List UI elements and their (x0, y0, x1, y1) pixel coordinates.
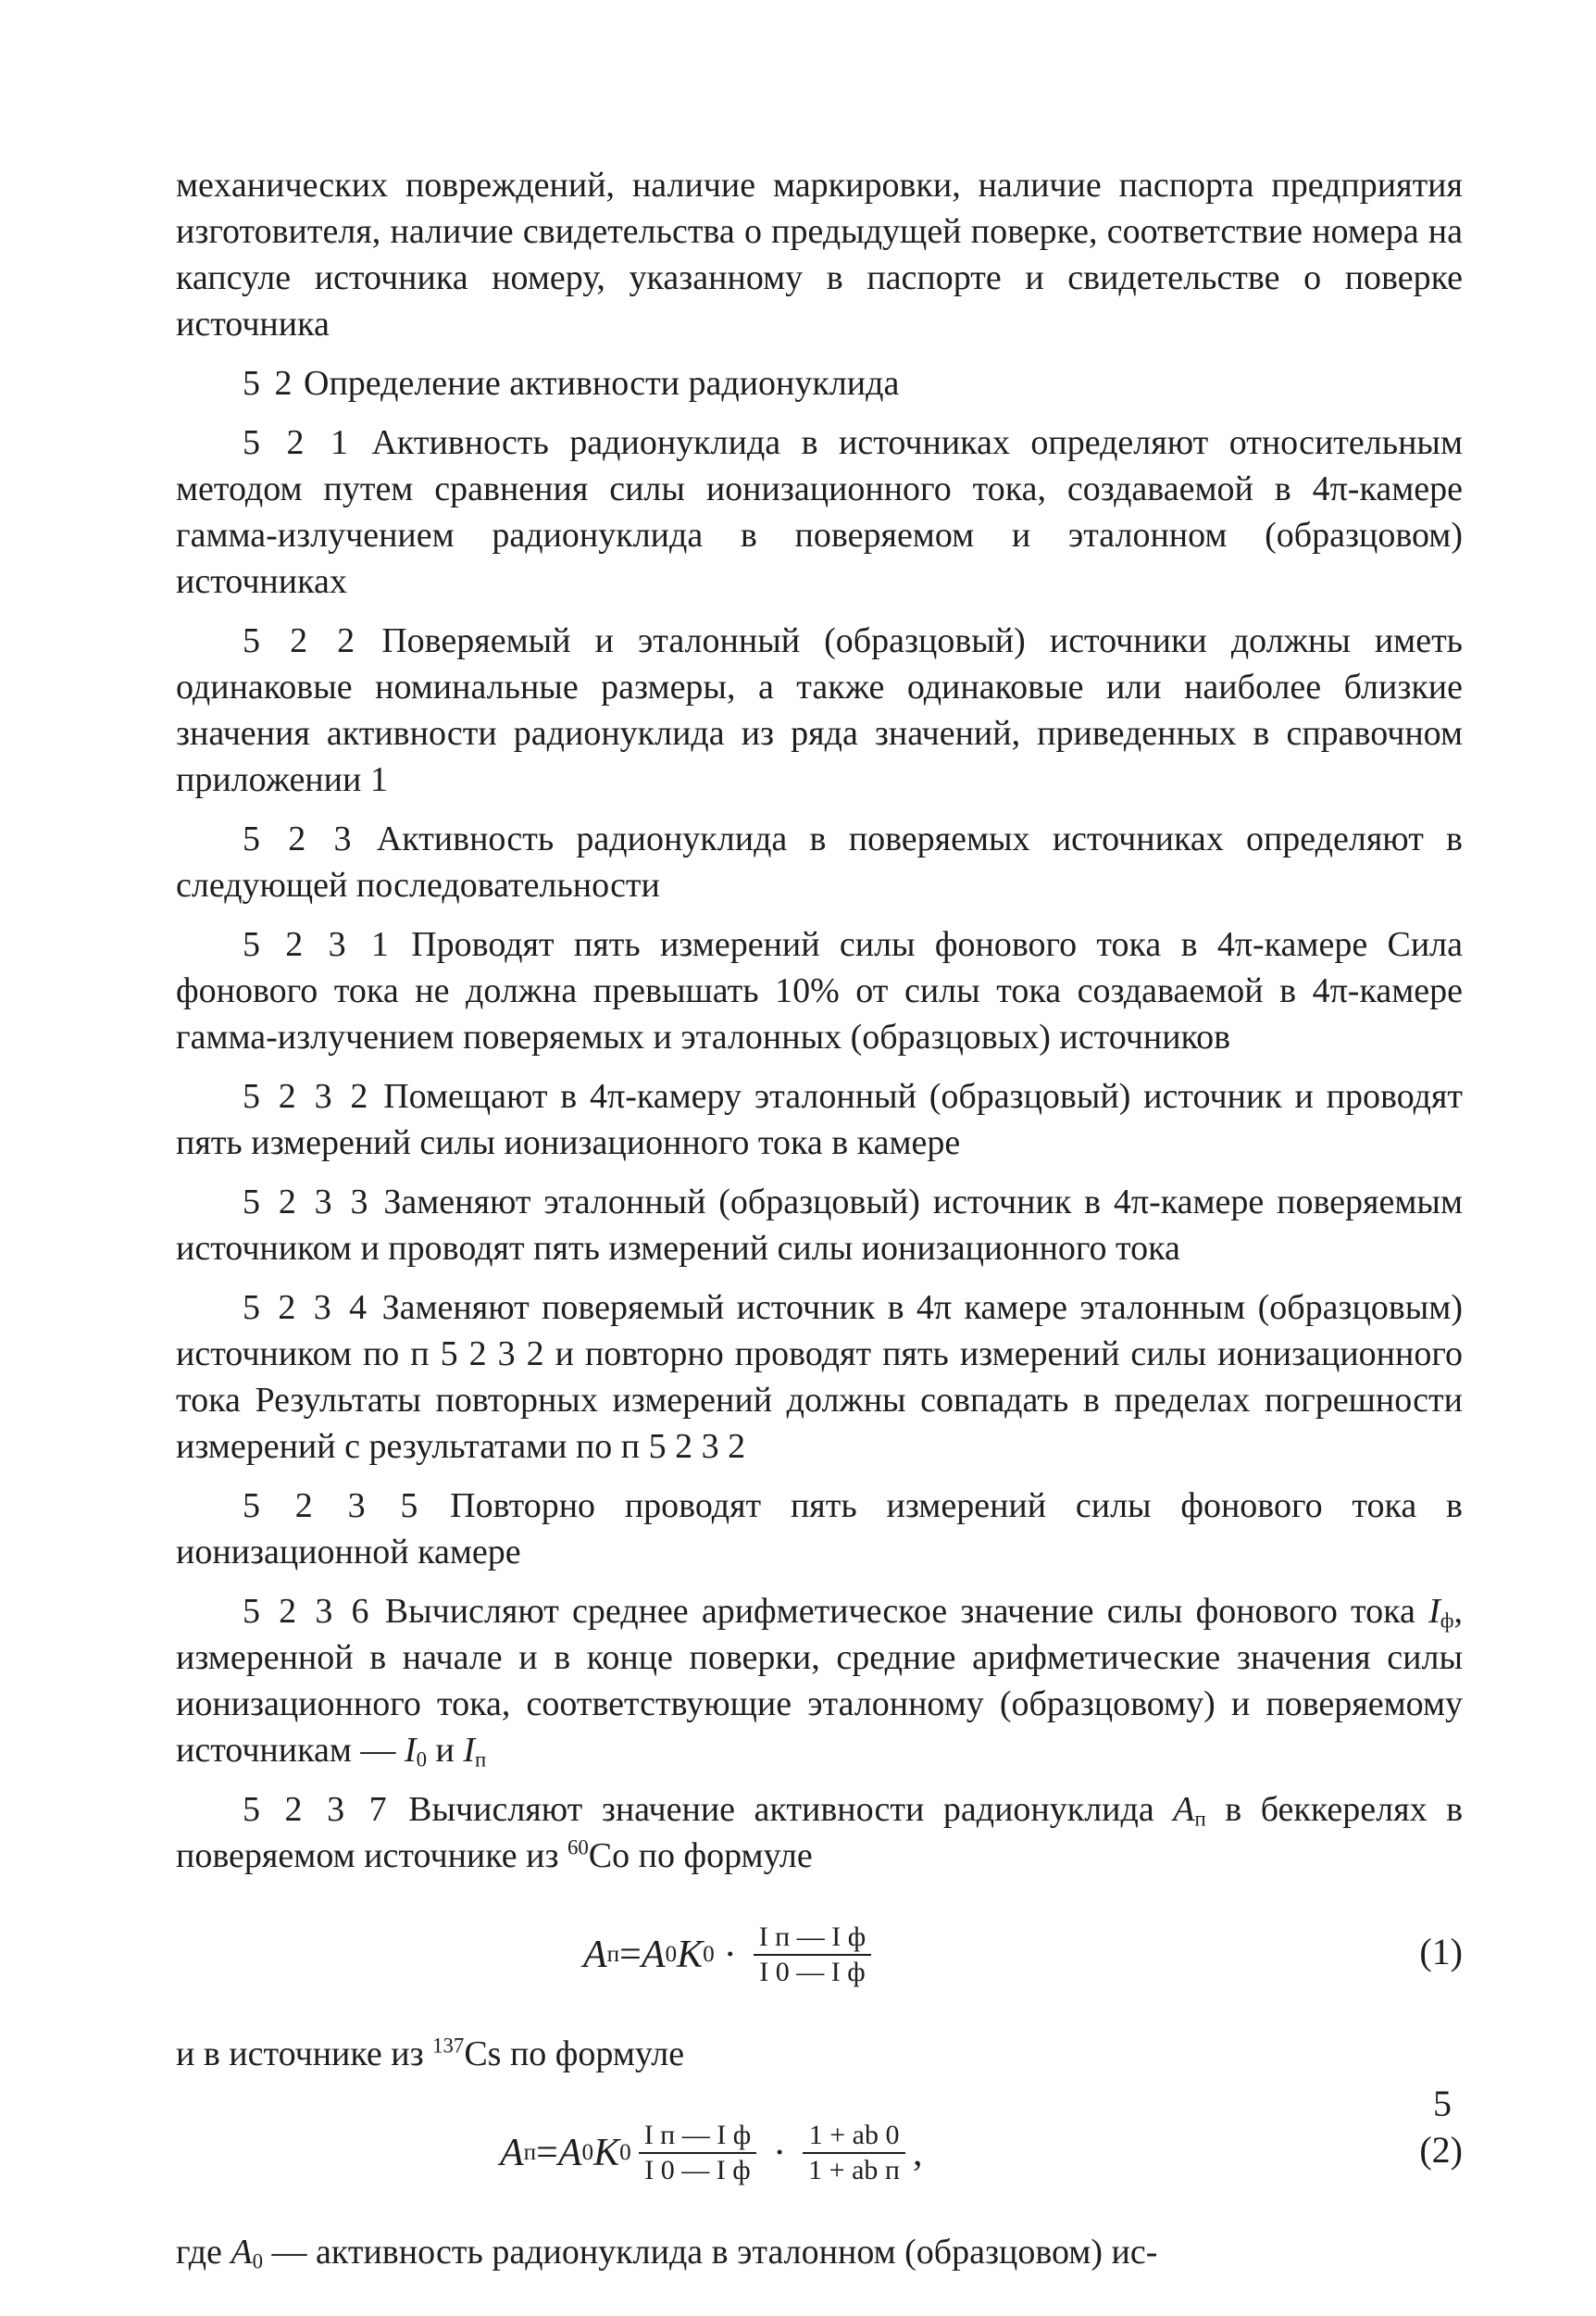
paragraph-cs-formula-intro: и в источнике из $^{137}$Cs по формуле (176, 2034, 685, 2073)
paragraph-5-2-3-4: 5 2 3 4 Заменяют поверяемый источник в 4π камере эталонным (образцовым) источником по п 5 2 3 2 и повторно проводят пять измерений силы ионизационного тока Результаты повторных измерений должны совпадать в пределах погрешности измерений с результатами по п 5 2 3 2 (176, 1288, 1463, 1466)
equation-number: (2) (1419, 2129, 1463, 2171)
paragraph-5-2-3-6: 5 2 3 6 Вычисляют среднее арифметическое значение силы фонового тока $I_ф$, измеренной в начале и в конце поверки, средние арифметические значения силы ионизационного тока, соответствующие эталонному (образцовому) и поверяемому источникам — $I_0$ и $I_п$ (176, 1592, 1464, 1771)
section-number: 5 2 3 6 (243, 1592, 372, 1631)
section-number: 5 2 3 (243, 820, 355, 858)
equation-number: (1) (1419, 1931, 1463, 1972)
paragraph-5-2-3: 5 2 3 Активность радионуклида в поверяемых источниках определяют в следующей последовательности (176, 820, 1464, 905)
section-number: 5 2 3 1 (243, 925, 392, 964)
fraction: $\frac{\text{I п — I ф}}{\text{I 0 — I ф}}$ (754, 1921, 871, 1989)
section-number: 5 2 3 4 (243, 1288, 370, 1327)
paragraph-5-2-3-2: 5 2 3 2 Помещают в 4π-камеру эталонный (образцовый) источник и проводят пять измерений силы ионизационного тока в камере (176, 1077, 1464, 1162)
section-number: 5 2 1 (243, 423, 351, 462)
formula-2: A п = A 0 K 0 $\frac{\text{I п — I ф}}{\text{I 0 — I ф}}$ · $\frac{1 + ab 0}{\text{1 + ab п}}$ , (2) (500, 2120, 1463, 2185)
body-text (176, 162, 1463, 2288)
section-number: 5 2 3 3 (243, 1183, 371, 1221)
paragraph-5-2-2: 5 2 2 Поверяемый и эталонный (образцовый) источники должны иметь одинаковые номинальные размеры, а также одинаковые или наиболее близкие значения активности радионуклида из ряда значений, приведенных в справочном приложении 1 (176, 621, 1464, 799)
section-5-2-heading: 5 2 Определение активности радионуклида (243, 364, 900, 403)
paragraph-where: где $A_0$ — активность радионуклида в эталонном (образцовом) ис- (176, 2233, 1158, 2273)
fraction: $\frac{\text{I п — I ф}}{\text{I 0 — I ф}}$ (639, 2119, 756, 2187)
paragraph-5-2-3-5: 5 2 3 5 Повторно проводят пять измерений силы фонового тока в ионизационной камере (176, 1486, 1464, 1571)
section-number: 5 2 2 (243, 621, 358, 660)
section-number: 5 2 (243, 364, 295, 403)
page-number: 5 (1433, 2083, 1452, 2124)
formula-1: A п = A 0 K 0 · $\frac{\text{I п — I ф}}{\text{I 0 — I ф}}$ (1) (583, 1922, 1463, 1987)
section-number: 5 2 3 2 (243, 1077, 371, 1116)
paragraph-5-2-1: 5 2 1 Активность радионуклида в источниках определяют относительным методом путем сравнения силы ионизационного тока, создаваемой в 4π-камере гамма-излучением радионуклида в поверяемом и эталонном (образцовом) источниках (176, 423, 1463, 601)
fraction: $\frac{1 + ab 0}{\text{1 + ab п}}$ (803, 2119, 905, 2187)
paragraph-5-2-3-1: 5 2 3 1 Проводят пять измерений силы фонового тока в 4π-камере Сила фонового тока не должна превышать 10% от силы тока создаваемой в 4π-камере гамма-излучением поверяемых и эталонных (образцовых) источников (176, 925, 1463, 1057)
section-number: 5 2 3 5 (243, 1486, 421, 1525)
paragraph-continuation: меxанических повреждений, наличие маркировки, наличие паспорта предприятия изготовителя, наличие свидетельства о предыдущей поверке, соответствие номера на капсуле источника номеру, указанному в паспорте и свидетельстве о поверке источника (176, 166, 1463, 344)
paragraph-5-2-3-7: 5 2 3 7 Вычисляют значение активности радионуклида $A_п$ в беккерелях в поверяемом источнике из $^{60}$Co по формуле (176, 1790, 1464, 1875)
section-number: 5 2 3 7 (243, 1790, 390, 1829)
paragraph-5-2-3-3: 5 2 3 3 Заменяют эталонный (образцовый) источник в 4π-камере поверяемым источником и проводят пять измерений силы ионизационного тока (176, 1183, 1464, 1268)
